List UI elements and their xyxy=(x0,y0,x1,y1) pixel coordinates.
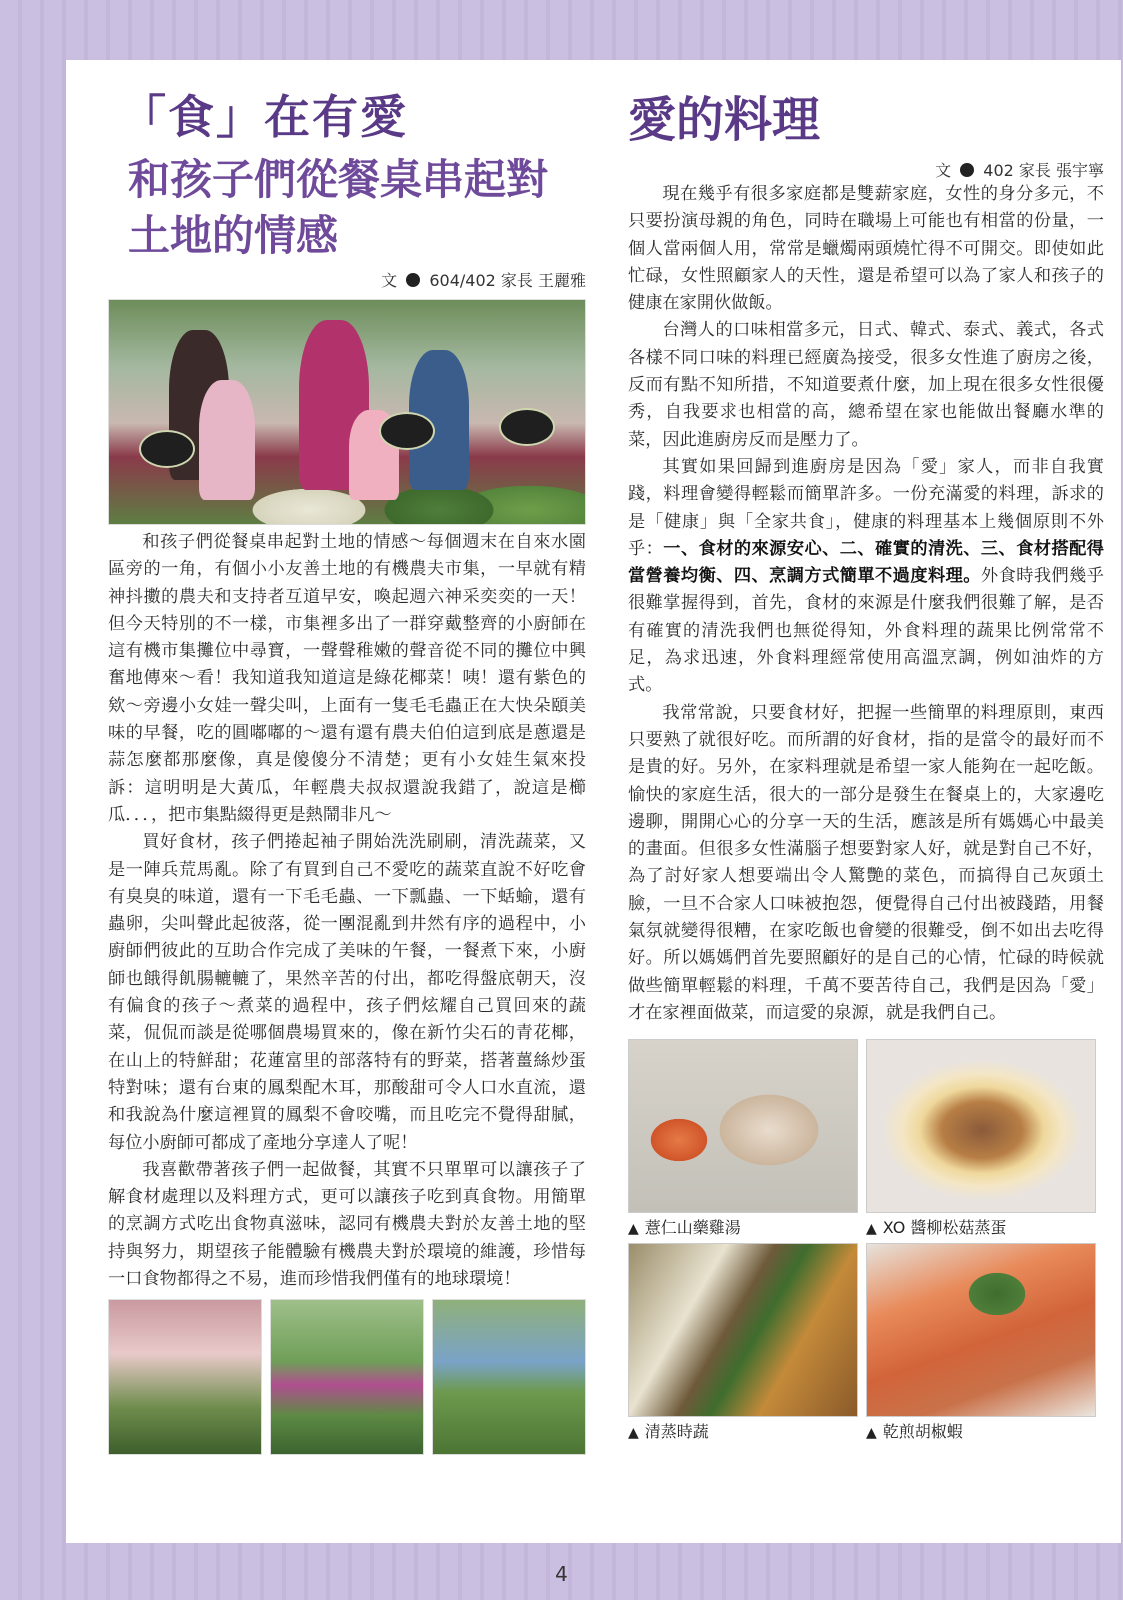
dish-1 xyxy=(628,1039,858,1237)
left-paragraph-3: 我喜歡帶著孩子們一起做餐，其實不只單單可以讓孩子了解食材處理以及料理方式，更可以讓孩子吃到真食物。用簡單的烹調方式吃出食物真滋味，認同有機農夫對於友善土地的堅持與努力，期望孩子能體驗有機農夫對於環境的維護，珍惜每一口食物都得之不易，進而珍惜我們僅有的地球環境！ xyxy=(108,1159,586,1290)
photo-sign-3 xyxy=(499,408,555,446)
pepper-shrimp-photo xyxy=(866,1243,1096,1417)
triangle-marker-icon: ▲ xyxy=(866,1221,877,1238)
harvesting-photo xyxy=(432,1299,586,1455)
triangle-marker-icon: ▲ xyxy=(866,1425,877,1442)
triangle-marker-icon: ▲ xyxy=(628,1221,639,1238)
chicken-soup-photo xyxy=(628,1039,858,1213)
photo-sign-2 xyxy=(379,412,435,450)
left-article-subtitle xyxy=(128,152,586,264)
caption-text: 薏仁山藥雞湯 xyxy=(644,1218,741,1238)
caption-text: 乾煎胡椒蝦 xyxy=(882,1422,963,1442)
page-number: 4 xyxy=(555,1562,568,1586)
left-subtitle-line-2: 土地的情感 xyxy=(128,211,339,260)
dish-3 xyxy=(628,1243,858,1441)
right-article xyxy=(628,88,1104,1441)
left-article-title: 「食」在有愛 xyxy=(120,90,408,144)
left-subtitle-line-1: 和孩子們從餐桌串起對 xyxy=(128,155,549,204)
byline-author: 604/402 家長 王麗雅 xyxy=(429,271,586,290)
caption-text: XO 醬柳松菇蒸蛋 xyxy=(882,1218,1007,1238)
left-article xyxy=(108,88,586,1455)
cooking-principles: 一、食材的來源安心、二、確實的清洗、三、食材搭配得當營養均衡、四、烹調方式簡單不過度料理。 xyxy=(628,538,1104,587)
left-byline xyxy=(108,268,586,291)
market-kids-photo xyxy=(108,299,586,525)
right-byline xyxy=(628,158,1104,181)
right-paragraph-3 xyxy=(628,454,1104,700)
left-paragraph-2: 買好食材，孩子們捲起袖子開始洗洗刷刷，清洗蔬菜，又是一陣兵荒馬亂。除了有買到自己不愛吃的蔬菜直說不好吃會有臭臭的味道，還有一下毛毛蟲、一下瓢蟲、一下蛞蝓，還有蟲卵，尖叫聲此起彼落，從一團混亂到井然有序的過程中，小廚師們彼此的互助合作完成了美味的午餐，一餐煮下來，小廚師也餓得飢腸轆轆了，果然辛苦的付出，都吃得盤底朝天，沒有偏食的孩子～煮菜的過程中，孩子們炫耀自己買回來的蔬菜，侃侃而談是從哪個農場買來的，像在新竹尖石的青花椰，在山上的特鮮甜；花蓮富里的部落特有的野菜，搭著薑絲炒蛋特對味；還有台東的鳳梨配木耳，那酸甜可令人口水直流，還和我說為什麼這裡買的鳳梨不會咬嘴，而且吃完不覺得甜膩，每位小廚師可都成了產地分享達人了呢！ xyxy=(108,832,586,1153)
dish-caption xyxy=(628,1215,858,1237)
right-article-title: 愛的料理 xyxy=(628,92,821,148)
dish-photo-grid xyxy=(628,1039,1104,1441)
left-paragraph-1: 和孩子們從餐桌串起對土地的情感～每個週末在自來水園區旁的一角，有個小小友善土地的有機農夫市集，一早就有精神抖擻的農夫和支持者互道早安，喚起週六神采奕奕的一天！但今天特別的不一樣，市集裡多出了一群穿戴整齊的小廚師在這有機市集攤位中尋寶，一聲聲稚嫩的聲音從不同的攤位中興奮地傳來～看！我知道我知道這是綠花椰菜！咦！還有紫色的欸～旁邊小女娃一聲尖叫，上面有一隻毛毛蟲正在大快朵頤美味的早餐，吃的圓嘟嘟的～還有還有農夫伯伯這到底是蔥還是蒜怎麼都那麼像，真是傻傻分不清楚；更有小女娃生氣來投訴：這明明是大黃瓜，年輕農夫叔叔還說我錯了，說這是櫛瓜．．．，把市集點綴得更是熱鬧非凡～ xyxy=(108,532,586,825)
dish-caption xyxy=(866,1215,1096,1237)
left-photo-strip xyxy=(108,1299,586,1455)
caption-text: 清蒸時蔬 xyxy=(644,1422,709,1442)
byline-prefix: 文 xyxy=(381,271,398,290)
right-paragraph-1: 現在幾乎有很多家庭都是雙薪家庭，女性的身分多元，不只要扮演母親的角色，同時在職場上可能也有相當的份量，一個人當兩個人用，常常是蠟燭兩頭燒忙得不可開交。即使如此忙碌，女性照顧家人的天性，還是希望可以為了家人和孩子的健康在家開伙做飯。 xyxy=(628,184,1104,314)
byline-prefix: 文 xyxy=(935,161,952,180)
right-article-body xyxy=(628,181,1104,1027)
dish-caption xyxy=(628,1419,858,1441)
dish-2 xyxy=(866,1039,1096,1237)
kids-with-broccoli-photo xyxy=(108,1299,262,1455)
left-article-body xyxy=(108,529,586,1293)
para3-before-bold: 其實如果回歸到進廚房是因為「愛」家人，而非自我實踐，料理會變得輕鬆而簡單許多。一份充滿愛的料理，訴求的是「健康」與「全家共食」，健康的料理基本上幾個原則不外乎： xyxy=(628,456,1104,559)
photo-sign-1 xyxy=(139,430,195,468)
dish-caption xyxy=(866,1419,1096,1441)
bullet-dot-icon xyxy=(960,163,974,177)
steamed-vegetables-photo xyxy=(628,1243,858,1417)
right-paragraph-2: 台灣人的口味相當多元，日式、韓式、泰式、義式，各式各樣不同口味的料理已經廣為接受，很多女性進了廚房之後，反而有點不知所措，不知道要煮什麼，加上現在很多女性很優秀，自我要求也相當的高，總希望在家也能做出餐廳水準的菜，因此進廚房反而是壓力了。 xyxy=(628,320,1104,450)
triangle-marker-icon: ▲ xyxy=(628,1425,639,1442)
para3-after-bold: 外食時我們幾乎很難掌握得到，首先，食材的來源是什麼我們很難了解，是否有確實的清洗我們也無從得知，外食料理的蔬果比例常常不足，為求迅速，外食料理經常使用高溫烹調，例如油炸的方式。 xyxy=(628,566,1104,696)
dish-4 xyxy=(866,1243,1096,1441)
steamed-egg-photo xyxy=(866,1039,1096,1213)
farm-field-photo xyxy=(270,1299,424,1455)
bullet-dot-icon xyxy=(406,273,420,287)
byline-author: 402 家長 張宇寧 xyxy=(983,161,1104,180)
right-paragraph-4: 我常常說，只要食材好，把握一些簡單的料理原則，東西只要熟了就很好吃。而所謂的好食材，指的是當令的最好而不是貴的好。另外，在家料理就是希望一家人能夠在一起吃飯。愉快的家庭生活，很大的一部分是發生在餐桌上的，大家邊吃邊聊，開開心心的分享一天的生活，應該是所有媽媽心中最美的畫面。但很多女性滿腦子想要對家人好，就是對自己不好，為了討好家人想要端出令人驚艷的菜色，而搞得自己灰頭土臉，一旦不合家人口味被抱怨，便覺得自己付出被踐踏，用餐氣氛就變得很糟，在家吃飯也會變的很難受，倒不如出去吃得好。所以媽媽們首先要照顧好的是自己的心情，忙碌的時候就做些簡單輕鬆的料理，千萬不要苦待自己，我們是因為「愛」才在家裡面做菜，而這愛的泉源，就是我們自己。 xyxy=(628,702,1104,1023)
